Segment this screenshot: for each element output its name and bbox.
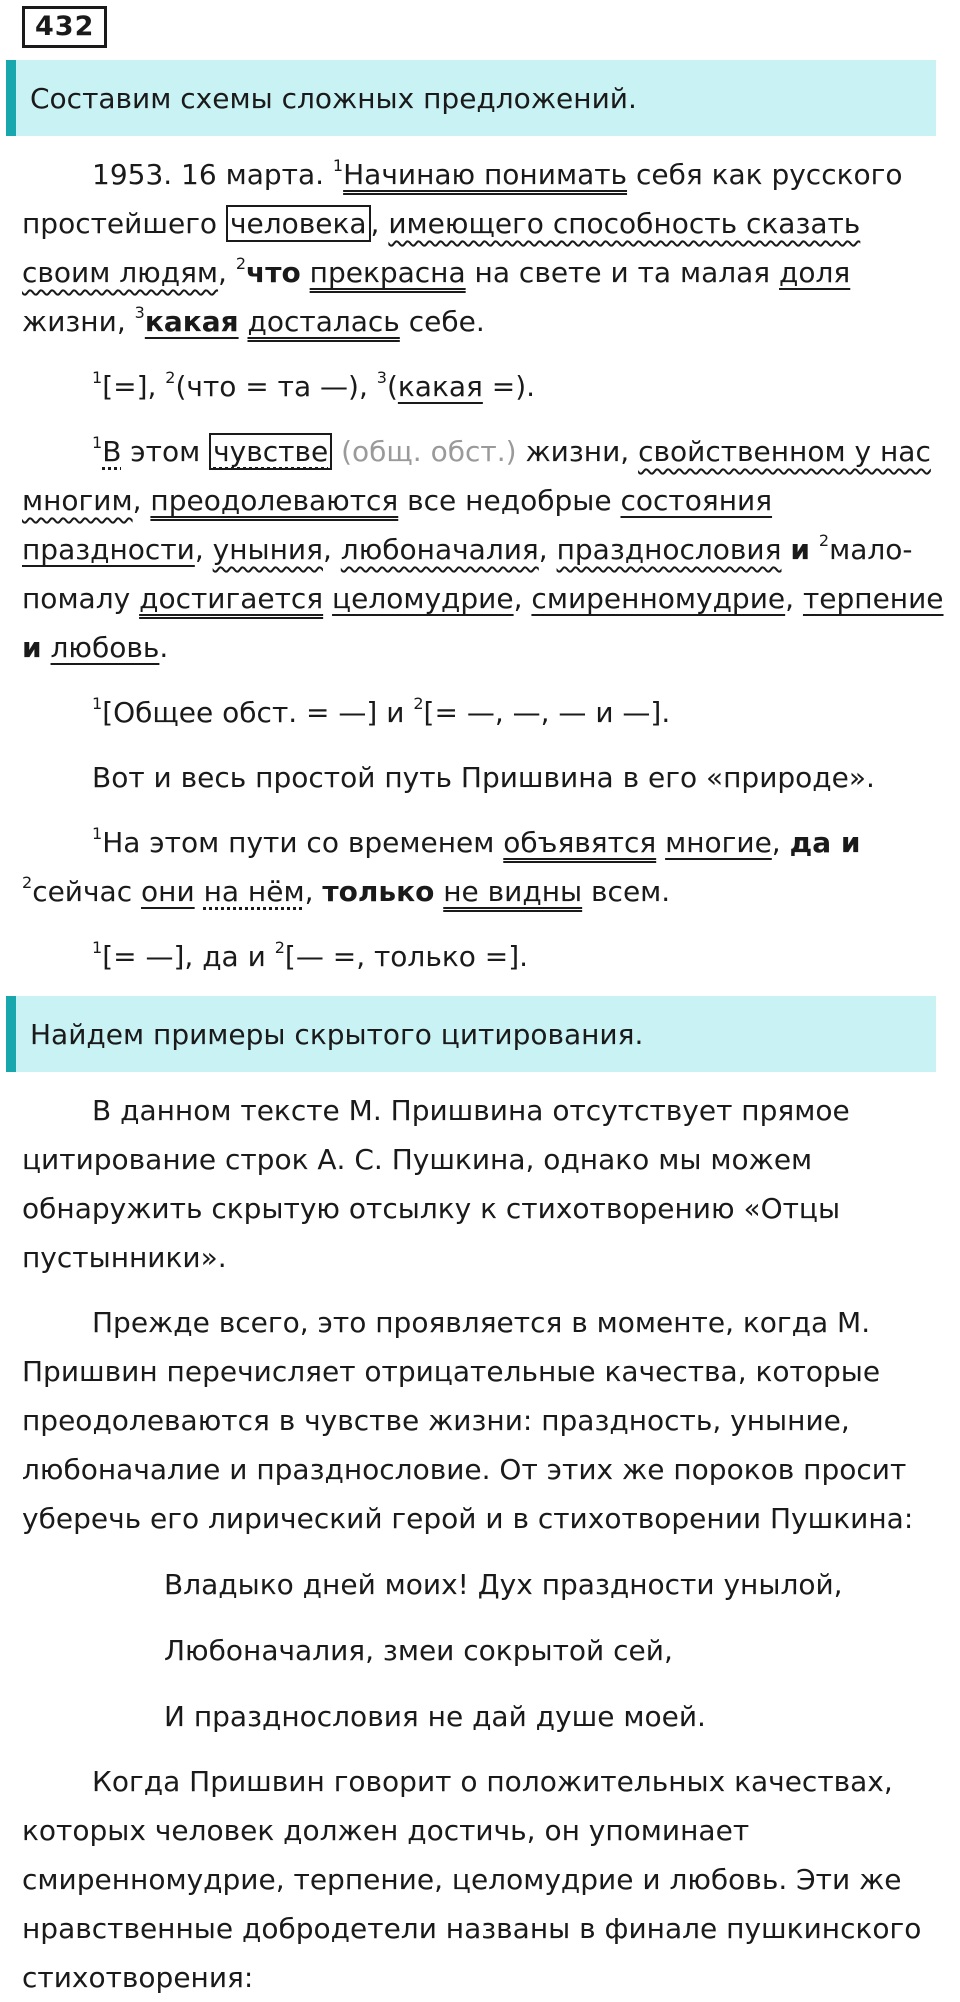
paragraph-2: Прежде всего, это проявляется в моменте, когда М. Пришвин перечисляет отрицательные качества, которые преодолеваются в чувстве жизни: праздность, уныние, любоначалие и празднословие. От этих же пороков просит уберечь его лирический герой и в стихотворении Пушкина: xyxy=(22,1306,914,1535)
verse-line-3: И празднословия не дай душе моей. xyxy=(164,1700,706,1733)
schemes-section xyxy=(22,150,952,981)
scheme-1: $^1$[=], $^2$(что = та —), $^3$(какая =). xyxy=(92,368,536,403)
section-heading-schemes: Составим схемы сложных предложений. xyxy=(6,60,936,136)
paragraph-1: В данном тексте М. Пришвина отсутствует прямое цитирование строк А. С. Пушкина, однако мы можем обнаружить скрытую отсылку к стихотворению «Отцы пустынники». xyxy=(22,1094,850,1274)
verse-line-2: Любоначалия, змеи сокрытой сей, xyxy=(164,1634,673,1667)
scheme-3: $^1$[= —], да и $^2$[— =, только =]. xyxy=(92,938,529,973)
quotation-section xyxy=(22,1086,952,2002)
sentence-1: 1953. 16 марта. $^1$Начинаю понимать себя как русского простейшего человека , имеющего способность сказать своим людям, $^2$что прекрасна на свете и та малая доля жизни, $^3$какая досталась себе. xyxy=(22,156,903,338)
section-heading-quotation: Найдем примеры скрытого цитирования. xyxy=(6,996,936,1072)
verse-line-1: Владыко дней моих! Дух праздности унылой, xyxy=(164,1568,843,1601)
sentence-4: $^1$На этом пути со временем объявятся многие, да и $^2$сейчас они на нём, только не видны всем. xyxy=(22,824,861,908)
task-number: 432 xyxy=(22,6,107,48)
sentence-3: Вот и весь простой путь Пришвина в его «природе». xyxy=(92,761,875,794)
paragraph-3: Когда Пришвин говорит о положительных качествах, которых человек должен достичь, он упоминает смиренномудрие, терпение, целомудрие и любовь. Эти же нравственные добродетели названы в финале пушкинского стихотворения: xyxy=(22,1765,922,1994)
scheme-2: $^1$[Общее обст. = —] и $^2$[= —, —, — и —]. xyxy=(92,694,671,729)
sentence-2: $^1$В этом чувстве (общ. обст.) жизни, свойственном у нас многим, преодолеваются все недобрые состояния праздности, уныния, любоначалия, празднословия и $^2$мало-помалу достигается целомудрие, смиренномудрие, терпение и любовь. xyxy=(22,433,944,664)
